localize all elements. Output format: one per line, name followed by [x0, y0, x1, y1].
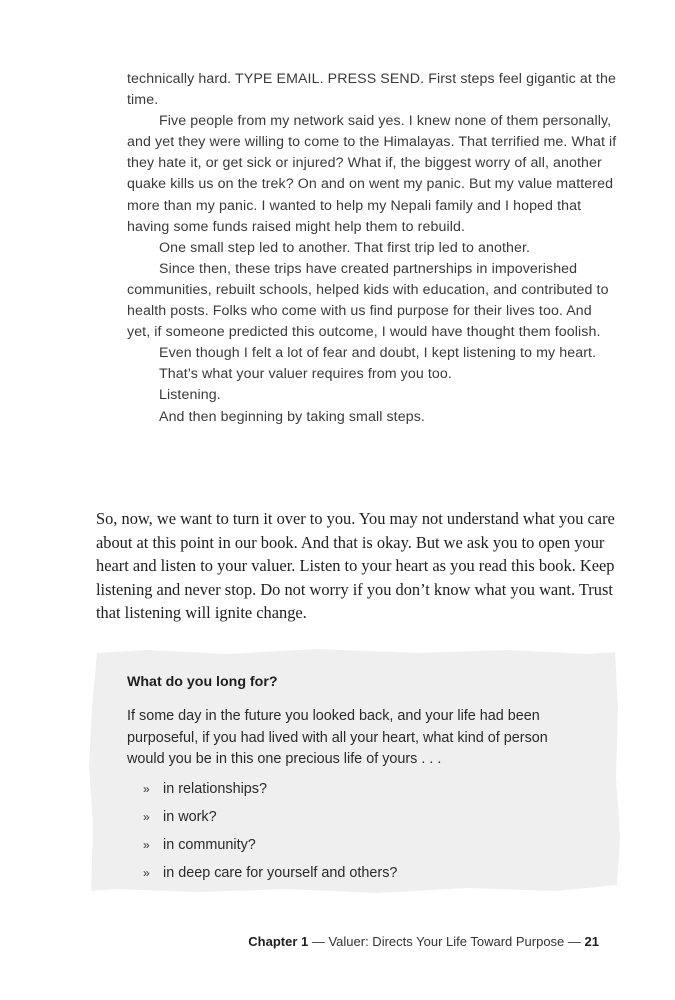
bullet-icon: »: [143, 781, 150, 796]
reflection-prompt: If some day in the future you looked back, and your life had been purposeful, if you had lived with all your heart, what kind of person would you be in this one precious life of yours . . .: [127, 708, 548, 767]
footer-chapter: Chapter 1: [248, 934, 309, 949]
reflection-list: [127, 779, 587, 883]
reflection-heading: What do you long for?: [127, 674, 278, 690]
page-footer: [248, 933, 599, 951]
story-line: One small step led to another. That first trip led to another.: [159, 239, 531, 256]
bullet-icon: »: [143, 865, 150, 880]
footer-separator: —: [564, 934, 585, 949]
list-item-text: in work?: [163, 808, 217, 825]
story-line: Five people from my network said yes. I knew none of them personally, and yet they were willing to come to the Himalayas. That terrified me. What if they hate it, or get sick or injured? What if, the biggest worry of all, another quake kills us on the trek? On and on went my panic. But my value mattered more than my panic. I wanted to help my Nepali family and I hoped that having some funds raised might help them to rebuild.: [127, 113, 617, 235]
list-item-text: in relationships?: [163, 780, 267, 797]
story-line: Listening.: [159, 387, 221, 404]
list-item: [127, 835, 587, 855]
bullet-icon: »: [143, 837, 150, 852]
list-item-text: in community?: [163, 836, 256, 853]
story-line: And then beginning by taking small steps.: [159, 408, 425, 425]
story-line: Even though I felt a lot of fear and doubt, I kept listening to my heart.: [159, 345, 597, 362]
body-paragraph: So, now, we want to turn it over to you. You may not understand what you care about at this point in our book. And that is okay. But we ask you to open your heart and listen to your valuer. Listen to your heart as you read this book. Keep listening and never stop. Do not worry if you don’t know what you want. Trust that listening will ignite change.: [96, 509, 615, 623]
footer-separator: —: [308, 934, 329, 949]
page-number: 21: [584, 934, 599, 949]
reflection-box: [127, 672, 587, 891]
list-item: [127, 807, 587, 827]
footer-chapter-title: Valuer: Directs Your Life Toward Purpose: [328, 934, 565, 949]
story-line: That’s what your valuer requires from you too.: [159, 366, 452, 383]
bullet-icon: »: [143, 809, 150, 824]
story-block: [127, 69, 617, 428]
story-line: Since then, these trips have created partnerships in impoverished communities, rebuilt schools, helped kids with education, and contributed to health posts. Folks who come with us find purpose for their lives too. And yet, if someone predicted this outcome, I would have thought them foolish.: [127, 260, 609, 341]
story-line: technically hard. TYPE EMAIL. PRESS SEND. First steps feel gigantic at the time.: [127, 71, 616, 109]
list-item-text: in deep care for yourself and others?: [163, 864, 398, 881]
list-item: [127, 863, 587, 883]
list-item: [127, 779, 587, 799]
